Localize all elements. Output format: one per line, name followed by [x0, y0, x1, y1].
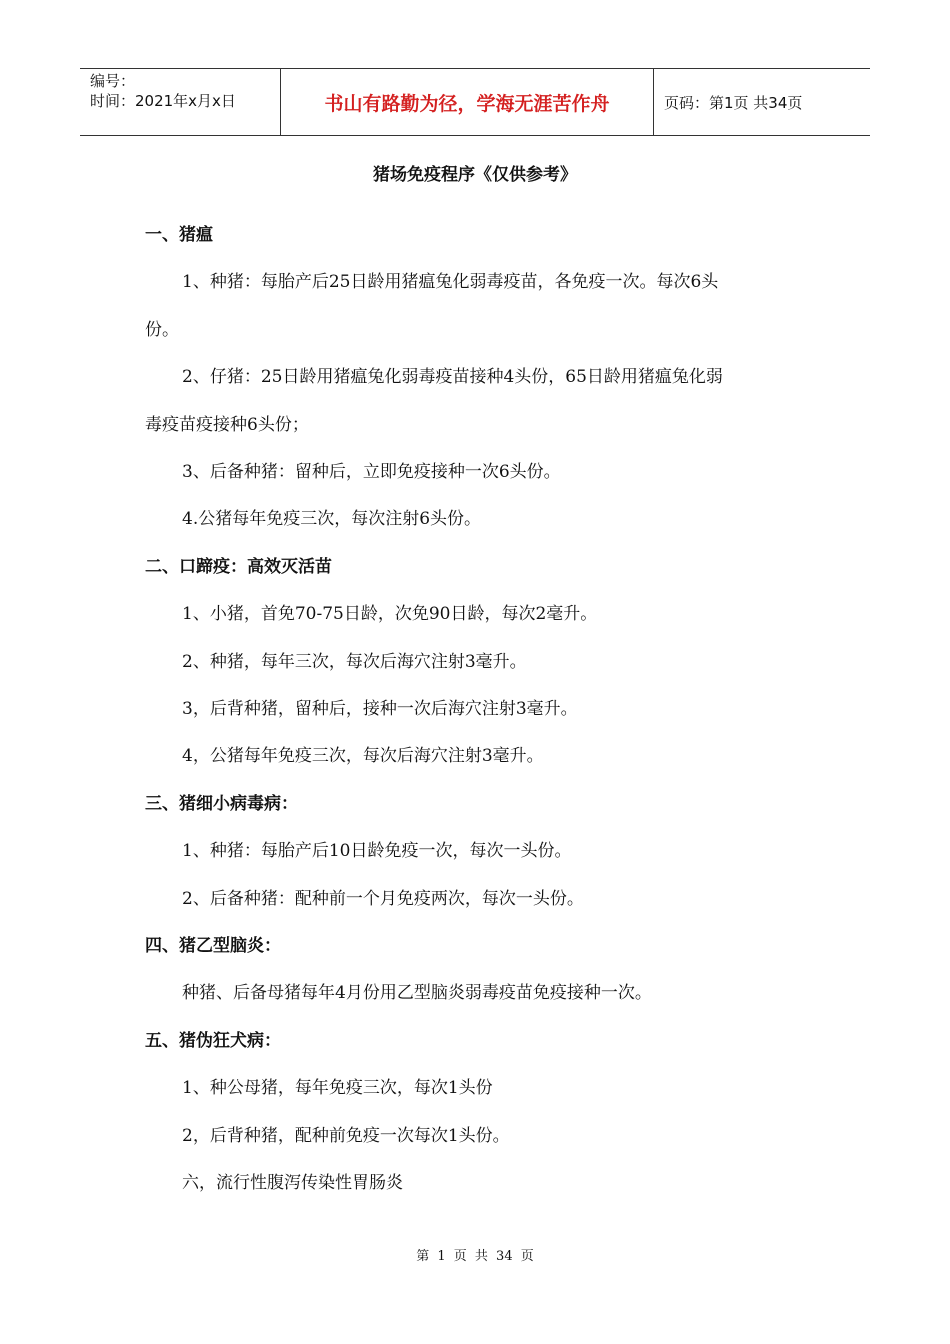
section-heading: 二、口蹄疫：高效灭活苗 [145, 556, 332, 577]
page-footer: 第 1 页 共 34 页 [416, 1249, 534, 1264]
section-heading: 五、猪伪狂犬病： [145, 1030, 281, 1051]
section-heading: 四、猪乙型脑炎： [145, 936, 281, 956]
body-line: 毒疫苗疫接种6头份； [145, 414, 309, 435]
document-number-label: 编号： [90, 72, 136, 90]
body-line: 4.公猪每年免疫三次，每次注射6头份。 [182, 509, 482, 530]
body-line: 种猪、后备母猪每年4月份用乙型脑炎弱毒疫苗免疫接种一次。 [182, 983, 652, 1004]
document-date: 时间：2021年x月x日 [90, 92, 236, 110]
body-line: 2、后备种猪：配种前一个月免疫两次，每次一头份。 [182, 888, 584, 909]
body-line: 份。 [145, 319, 179, 340]
body-line: 2、种猪，每年三次，每次后海穴注射3毫升。 [182, 651, 527, 672]
page-header [80, 68, 870, 136]
section-heading: 三、猪细小病毒病： [145, 793, 298, 814]
body-line: 1、种猪：每胎产后10日龄免疫一次，每次一头份。 [182, 841, 572, 862]
body-line: 2，后背种猪，配种前免疫一次每次1头份。 [182, 1125, 510, 1146]
body-line: 1、种猪：每胎产后25日龄用猪瘟兔化弱毒疫苗，各免疫一次。每次6头 [182, 272, 719, 293]
header-meta [80, 69, 280, 135]
body-line: 2、仔猪：25日龄用猪瘟兔化弱毒疫苗接种4头份，65日龄用猪瘟兔化弱 [182, 367, 723, 388]
section-heading: 一、猪瘟 [145, 225, 213, 245]
body-line: 3，后背种猪，留种后，接种一次后海穴注射3毫升。 [182, 699, 578, 719]
body-line: 六，流行性腹泻传染性胃肠炎 [182, 1173, 403, 1193]
body-line: 4，公猪每年免疫三次，每次后海穴注射3毫升。 [182, 746, 544, 767]
body-line: 1、种公母猪，每年免疫三次，每次1头份 [182, 1078, 493, 1099]
document-title: 猪场免疫程序《仅供参考》 [373, 165, 577, 185]
body-line: 1、小猪，首免70-75日龄，次免90日龄，每次2毫升。 [182, 604, 598, 625]
header-page-info: 页码：第1页 共34页 [664, 93, 803, 112]
body-line: 3、后备种猪：留种后，立即免疫接种一次6头份。 [182, 462, 561, 482]
header-motto: 书山有路勤为径，学海无涯苦作舟 [280, 69, 654, 135]
